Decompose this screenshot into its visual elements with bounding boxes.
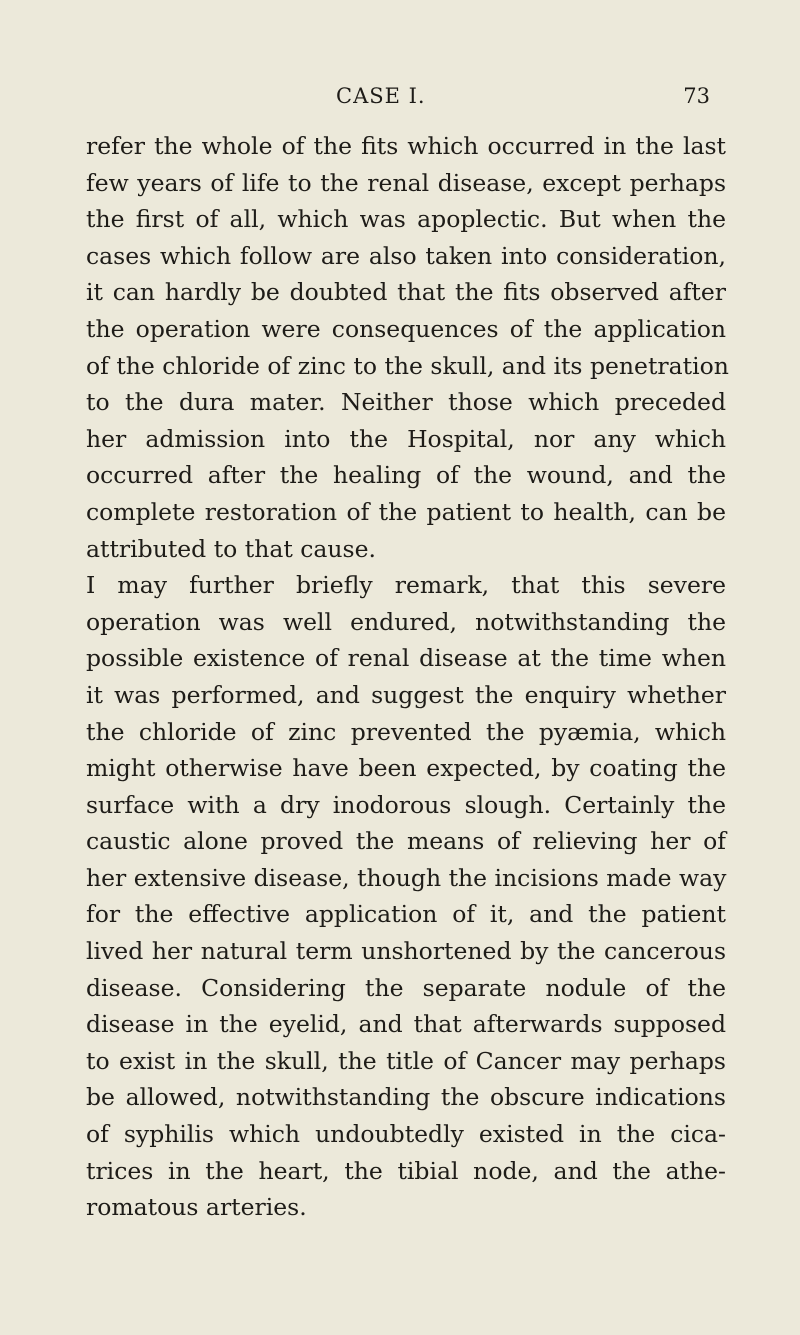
text-line: to exist in the skull, the title of Cancer may perhaps bbox=[86, 1046, 726, 1075]
text-line: might otherwise have been expected, by coating the bbox=[86, 754, 726, 783]
text-line: be allowed, notwithstanding the obscure indications bbox=[86, 1083, 726, 1112]
text-line: surface with a dry inodorous slough. Certainly the bbox=[86, 790, 726, 819]
text-line: her extensive disease, though the incisions made way bbox=[86, 863, 727, 892]
running-head bbox=[0, 84, 800, 114]
text-line: I may further briefly remark, that this severe bbox=[86, 571, 726, 600]
text-line: it was performed, and suggest the enquiry whether bbox=[86, 680, 726, 709]
text-line: occurred after the healing of the wound, and the bbox=[86, 461, 726, 490]
text-line: of syphilis which undoubtedly existed in the cica- bbox=[86, 1120, 726, 1149]
text-line: lived her natural term unshortened by the cancerous bbox=[86, 937, 726, 966]
text-line: cases which follow are also taken into consideration, bbox=[86, 241, 726, 270]
text-line: refer the whole of the fits which occurred in the last bbox=[86, 132, 726, 160]
text-line: the first of all, which was apoplectic. But when the bbox=[86, 205, 726, 234]
body-text bbox=[86, 128, 729, 1226]
text-line: the operation were consequences of the application bbox=[86, 314, 726, 343]
text-line: possible existence of renal disease at the time when bbox=[86, 644, 726, 673]
text-line: to the dura mater. Neither those which preceded bbox=[86, 388, 726, 417]
text-line: of the chloride of zinc to the skull, and its penetration bbox=[86, 351, 729, 380]
text-line: it can hardly be doubted that the fits observed after bbox=[86, 278, 726, 307]
header-title: CASE I. bbox=[336, 84, 426, 108]
text-line: attributed to that cause. bbox=[86, 534, 376, 563]
text-line: disease in the eyelid, and that afterwards supposed bbox=[86, 1010, 726, 1039]
text-line: disease. Considering the separate nodule of the bbox=[86, 973, 726, 1002]
text-line: caustic alone proved the means of relieving her of bbox=[86, 827, 726, 856]
page-number: 73 bbox=[683, 84, 710, 108]
text-line: for the effective application of it, and the patient bbox=[86, 900, 726, 929]
text-line: her admission into the Hospital, nor any which bbox=[86, 424, 726, 453]
text-line: few years of life to the renal disease, except perhaps bbox=[86, 168, 726, 197]
text-line: operation was well endured, notwithstanding the bbox=[86, 607, 726, 636]
text-line: complete restoration of the patient to health, can be bbox=[86, 497, 726, 526]
text-line: romatous arteries. bbox=[86, 1193, 307, 1222]
text-line: trices in the heart, the tibial node, and the athe- bbox=[86, 1156, 726, 1185]
text-line: the chloride of zinc prevented the pyæmia, which bbox=[86, 717, 726, 746]
